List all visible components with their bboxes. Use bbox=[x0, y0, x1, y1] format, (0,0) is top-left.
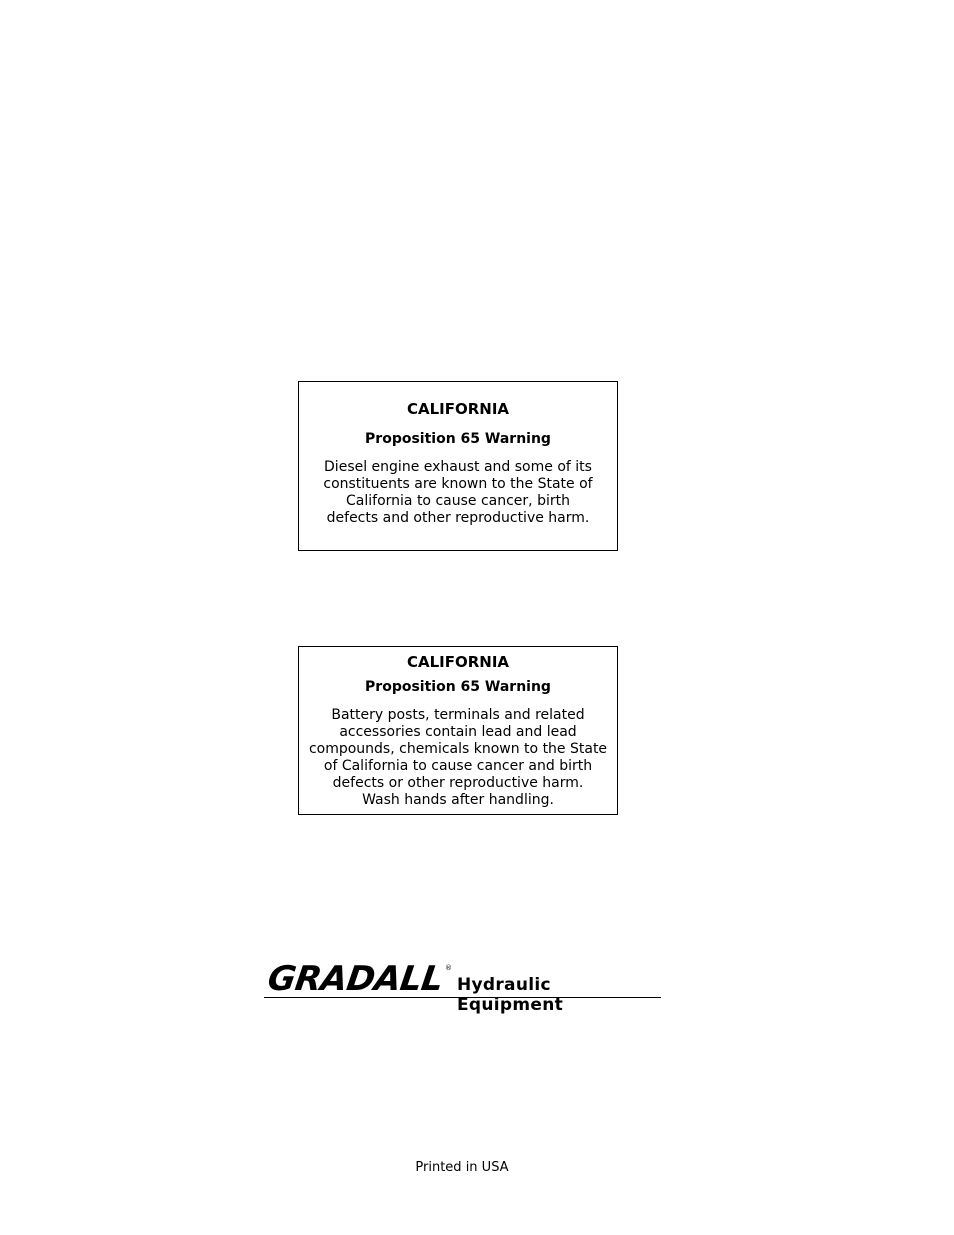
warning-line: compounds, chemicals known to the State bbox=[308, 741, 608, 757]
warning-line: constituents are known to the State of bbox=[323, 476, 593, 492]
warning-line: Battery posts, terminals and related bbox=[331, 707, 585, 723]
prop65-warning-battery bbox=[298, 646, 618, 815]
brand-caption: Hydraulic Equipment bbox=[457, 975, 564, 1015]
warning-body bbox=[299, 707, 617, 809]
warning-line: Wash hands after handling. bbox=[362, 792, 554, 808]
prop65-warning-diesel bbox=[298, 381, 618, 551]
gradall-logo: GRADALL bbox=[265, 959, 446, 999]
warning-title: CALIFORNIA bbox=[406, 653, 510, 671]
warning-line: Diesel engine exhaust and some of its bbox=[324, 459, 592, 475]
registered-mark: ® bbox=[445, 964, 452, 972]
warning-line: defects and other reproductive harm. bbox=[326, 510, 590, 526]
warning-line: accessories contain lead and lead bbox=[339, 724, 577, 740]
brand-row bbox=[264, 959, 661, 1015]
warning-line: California to cause cancer, birth bbox=[346, 493, 570, 509]
warning-subtitle: Proposition 65 Warning bbox=[365, 679, 551, 695]
warning-title: CALIFORNIA bbox=[406, 400, 510, 418]
warning-subtitle: Proposition 65 Warning bbox=[365, 431, 551, 447]
warning-line: of California to cause cancer and birth bbox=[323, 758, 593, 774]
warning-line: defects or other reproductive harm. bbox=[332, 775, 584, 791]
printed-in-footer: Printed in USA bbox=[415, 1160, 509, 1175]
warning-body bbox=[299, 459, 617, 527]
